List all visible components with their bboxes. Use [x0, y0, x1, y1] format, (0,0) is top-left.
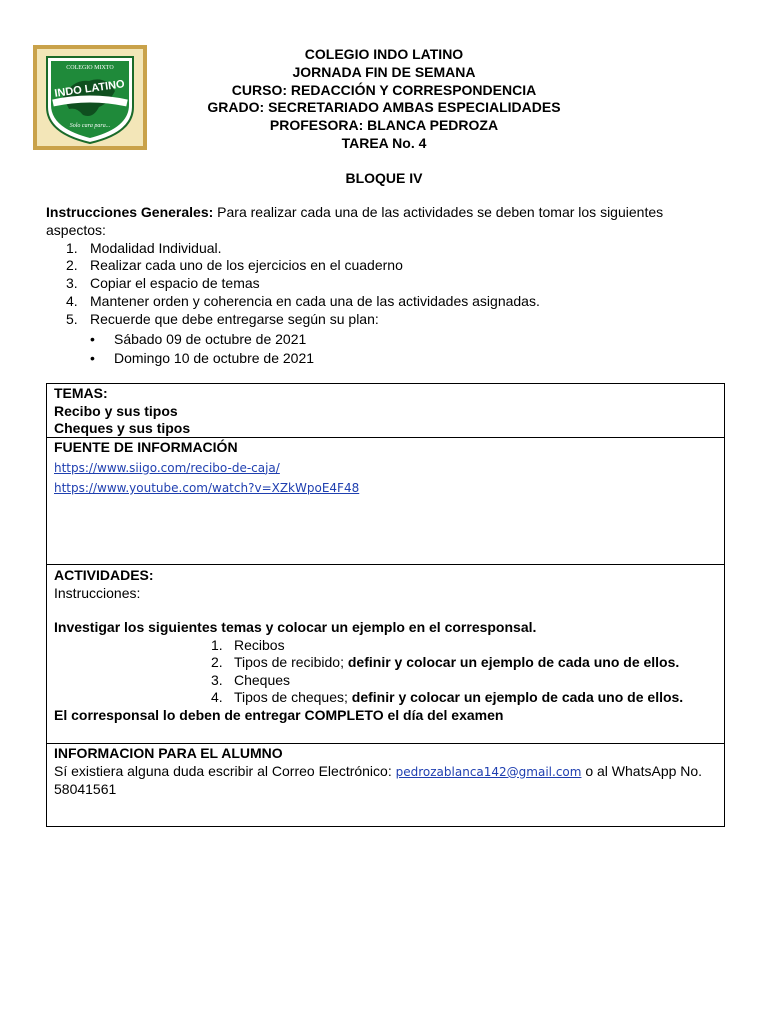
assignment-table [46, 383, 725, 827]
dates-list [46, 331, 718, 369]
list-item: 2. Tipos de recibido; definir y colocar un ejemplo de cada uno de ellos. [211, 654, 680, 670]
header-line: JORNADA FIN DE SEMANA [292, 63, 476, 80]
instructions-text: Para realizar cada una de las actividades se deben tomar los siguientes aspectos: [46, 204, 664, 238]
bullet-icon: • [90, 330, 95, 347]
info-label: INFORMACION PARA EL ALUMNO [54, 745, 283, 761]
info-row [47, 744, 724, 826]
instrucciones-label: Instrucciones: [54, 584, 141, 601]
list-item: 1. Recibos [211, 636, 285, 653]
tema-item: Recibo y sus tipos [54, 402, 178, 419]
temas-row [47, 384, 724, 438]
list-item: 2. Realizar cada uno de los ejercicios en el cuaderno [66, 257, 403, 274]
logo-top-text: COLEGIO MIXTO [66, 65, 114, 71]
actividades-label: ACTIVIDADES: [54, 567, 154, 583]
logo-name: INDO LATINO [53, 78, 126, 100]
source-link[interactable]: https://www.youtube.com/watch?v=XZkWpoE4F48 [54, 481, 360, 495]
header-line: COLEGIO INDO LATINO [304, 46, 464, 62]
logo-motto: Solo cara para... [69, 123, 111, 129]
list-item: 4. Mantener orden y coherencia en cada una de las actividades asignadas. [66, 292, 540, 309]
source-link[interactable]: https://www.siigo.com/recibo-de-caja/ [54, 460, 280, 475]
footer-note: El corresponsal lo deben de entregar COMPLETO el día del examen [54, 706, 504, 723]
header-line: TAREA No. 4 [341, 134, 427, 151]
document-header [0, 46, 768, 153]
instructions-label: Instrucciones Generales: [46, 204, 214, 220]
steps-list [46, 240, 718, 329]
task-text: Investigar los siguientes temas y colocar un ejemplo en el corresponsal. [54, 619, 537, 635]
bullet-icon: • [90, 350, 95, 367]
fuente-row [47, 438, 724, 565]
instructions-intro [46, 204, 718, 240]
list-item: 3. Cheques [211, 671, 291, 688]
list-item: 3. Copiar el espacio de temas [66, 275, 260, 292]
bloque-title: BLOQUE IV [345, 170, 423, 186]
header-line: GRADO: SECRETARIADO AMBAS ESPECIALIDADES [207, 99, 561, 116]
general-instructions [46, 204, 718, 368]
info-text: Sí existiera alguna duda escribir al Correo Electrónico: pedrozablanca142@gmail.com o al WhatsApp No. 58041561 [54, 762, 703, 797]
fuente-label: FUENTE DE INFORMACIÓN [54, 439, 238, 455]
list-item: • Domingo 10 de octubre de 2021 [90, 350, 315, 367]
actividades-row [47, 565, 724, 744]
list-item: 1. Modalidad Individual. [66, 239, 222, 256]
list-item: 5. Recuerde que debe entregarse según su plan: [66, 310, 379, 327]
list-item: • Sábado 09 de octubre de 2021 [90, 330, 307, 347]
header-line: CURSO: REDACCIÓN Y CORRESPONDENCIA [231, 81, 537, 98]
header-line: PROFESORA: BLANCA PEDROZA [269, 117, 499, 134]
email-link[interactable]: pedrozablanca142@gmail.com [395, 764, 582, 779]
temas-label: TEMAS: [54, 385, 108, 401]
list-item: 4. Tipos de cheques; definir y colocar un ejemplo de cada uno de ellos. [211, 689, 684, 705]
tema-item: Cheques y sus tipos [54, 420, 191, 436]
